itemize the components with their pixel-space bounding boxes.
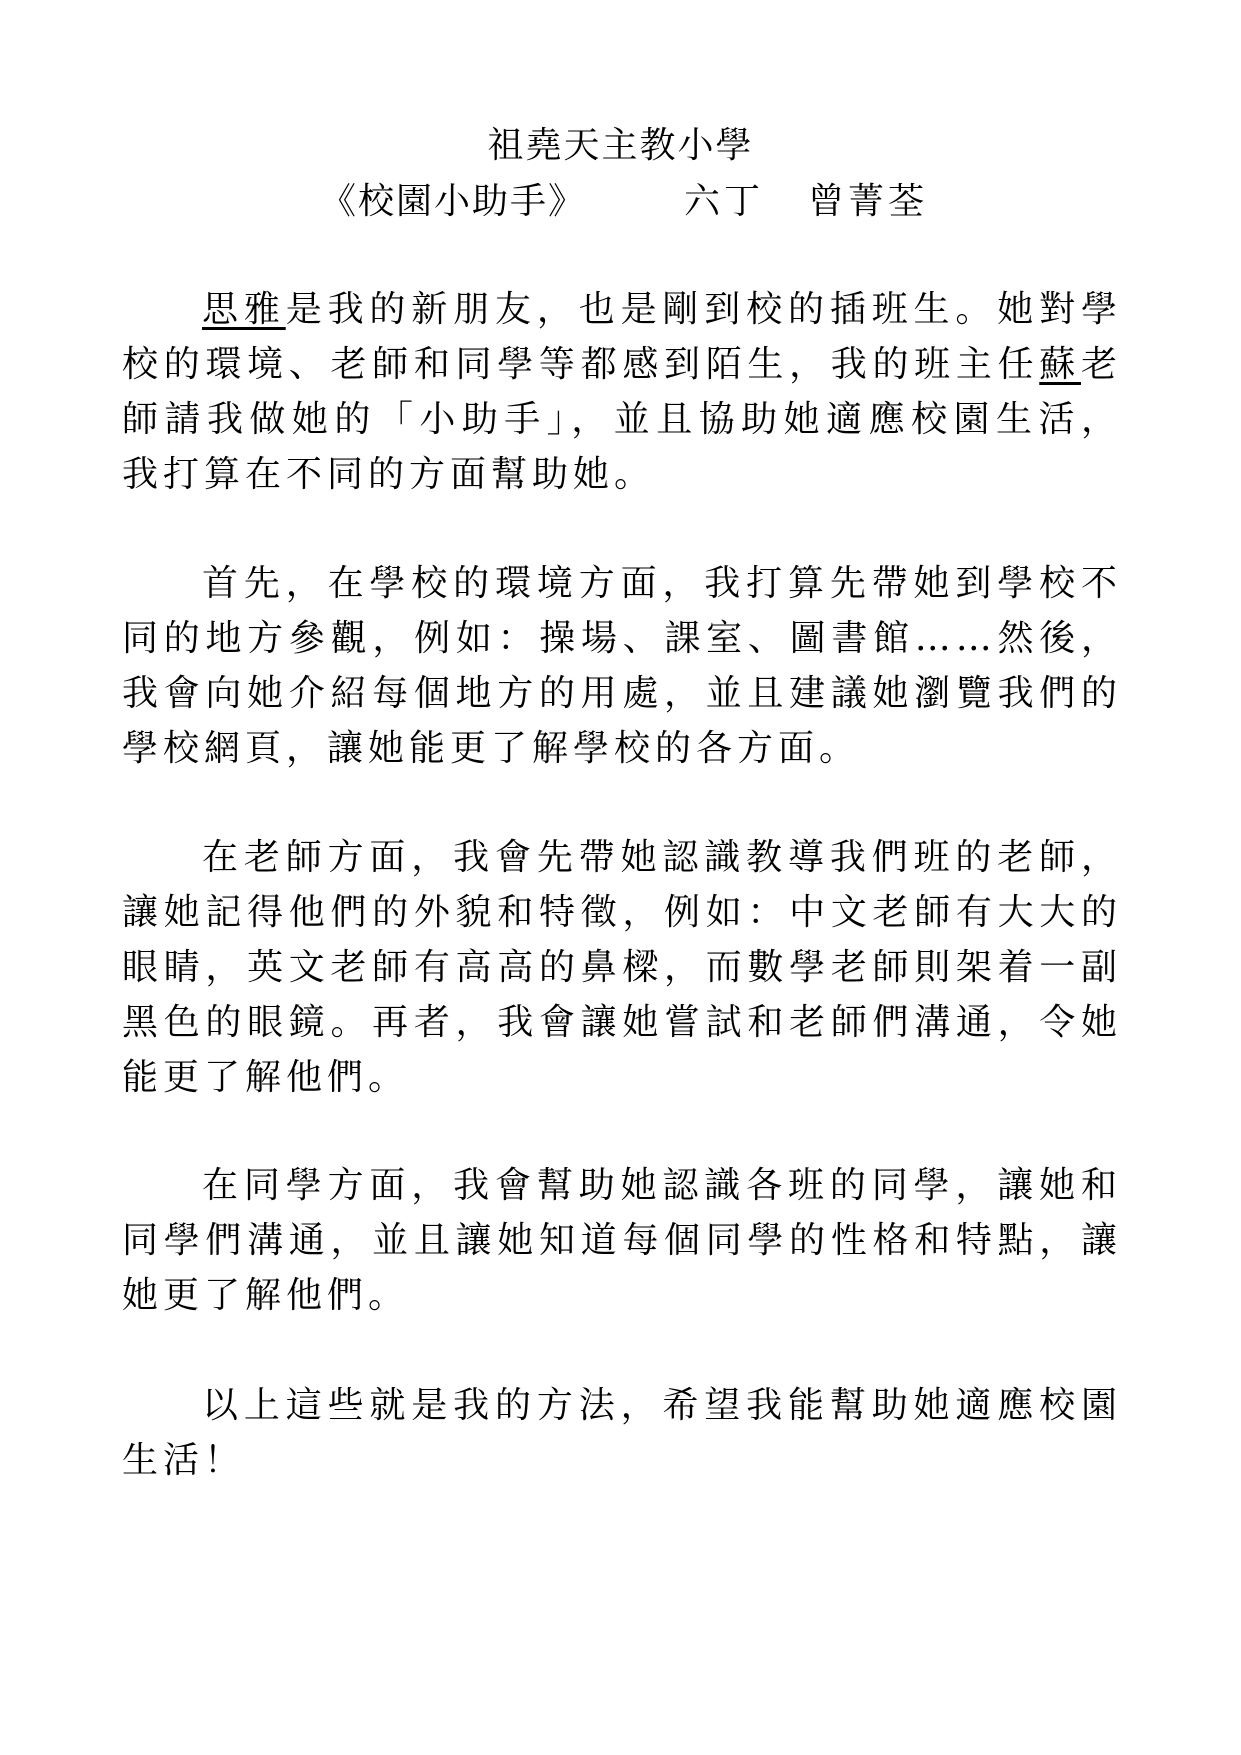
- friend-name: 思雅: [202, 289, 286, 330]
- student-class: 六丁: [684, 181, 765, 222]
- paragraph-5: 以上這些就是我的方法，希望我能幫助她適應校園生活！: [122, 1385, 1122, 1481]
- teacher-surname: 蘇: [1039, 344, 1081, 385]
- paragraph-1: [122, 282, 1122, 502]
- student-name: 曾菁荃: [808, 181, 929, 222]
- essay-title: 《校園小助手》: [320, 181, 587, 222]
- paragraph-1-text-a: 是我的新朋友，也是剛到校的插班生。她對學校的環境、老師和同學等都感到陌生，我的班主任: [122, 289, 1122, 385]
- school-name: 祖堯天主教小學: [487, 125, 754, 166]
- paragraph-4: 在同學方面，我會幫助她認識各班的同學，讓她和同學們溝通，並且讓她知道每個同學的性格和特點，讓她更了解他們。: [122, 1165, 1122, 1316]
- paragraph-2: 首先，在學校的環境方面，我打算先帶她到學校不同的地方參觀，例如：操場、課室、圖書館……然後，我會向她介紹每個地方的用處，並且建議她瀏覽我們的學校網頁，讓她能更了解學校的各方面。: [122, 563, 1122, 769]
- paragraph-1-text-b: 老師請我做她的「小助手」，並且協助她適應校園生活，我打算在不同的方面幫助她。: [122, 344, 1122, 495]
- paragraph-3: 在老師方面，我會先帶她認識教導我們班的老師，讓她記得他們的外貌和特徵，例如：中文老師有大大的眼睛，英文老師有高高的鼻樑，而數學老師則架着一副黑色的眼鏡。再者，我會讓她嘗試和老師們溝通，令她能更了解他們。: [122, 837, 1122, 1098]
